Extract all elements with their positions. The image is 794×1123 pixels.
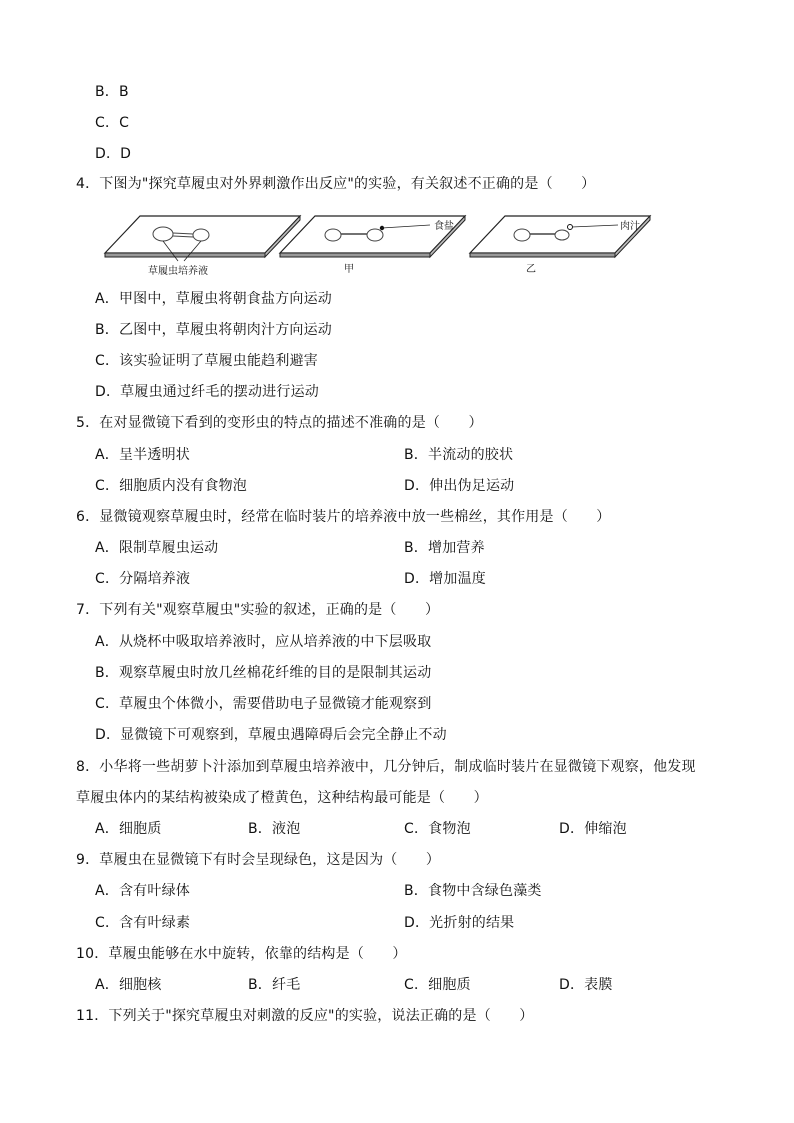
q7-option-c: C．草履虫个体微小，需要借助电子显微镜才能观察到 — [95, 696, 432, 712]
q6-option-b: B．增加营养 — [404, 540, 485, 556]
q7-option-a: A．从烧杯中吸取培养液时，应从培养液的中下层吸取 — [95, 634, 432, 650]
slide-yi — [470, 216, 650, 275]
caption-jia: 甲 — [344, 264, 354, 275]
q8-option-d: D．伸缩泡 — [559, 821, 627, 837]
q8-option-b: B．液泡 — [248, 821, 301, 837]
q9-option-c: C．含有叶绿素 — [95, 915, 191, 931]
q5-option-c: C．细胞质内没有食物泡 — [95, 478, 247, 494]
question-6-stem: 6．显微镜观察草履虫时，经常在临时装片的培养液中放一些棉丝，其作用是（ ） — [76, 509, 611, 525]
slide-jia — [280, 216, 465, 275]
option-b: B．B — [95, 84, 129, 100]
q8-option-c: C．食物泡 — [404, 821, 471, 837]
q10-option-d: D．表膜 — [559, 977, 613, 993]
q4-option-a: A．甲图中，草履虫将朝食盐方向运动 — [95, 291, 332, 307]
q10-option-b: B．纤毛 — [248, 977, 301, 993]
q7-option-d: D．显微镜下可观察到，草履虫遇障碍后会完全静止不动 — [95, 727, 447, 743]
slide-control — [105, 216, 300, 277]
q4-option-d: D．草履虫通过纤毛的摆动进行运动 — [95, 384, 319, 400]
question-8-stem-cont: 草履虫体内的某结构被染成了橙黄色，这种结构最可能是（ ） — [76, 790, 488, 806]
label-culture: 草履虫培养液 — [148, 266, 208, 277]
question-11-stem: 11．下列关于"探究草履虫对刺激的反应"的实验，说法正确的是（ ） — [76, 1008, 534, 1024]
q8-option-a: A．细胞质 — [95, 821, 162, 837]
q7-option-b: B．观察草履虫时放几丝棉花纤维的目的是限制其运动 — [95, 665, 432, 681]
option-d: D．D — [95, 146, 132, 162]
question-10-stem: 10．草履虫能够在水中旋转，依靠的结构是（ ） — [76, 946, 407, 962]
question-7-stem: 7．下列有关"观察草履虫"实验的叙述，正确的是（ ） — [76, 602, 440, 618]
q5-option-d: D．伸出伪足运动 — [404, 478, 515, 494]
label-meat: 肉汁 — [620, 221, 640, 232]
q5-option-b: B．半流动的胶状 — [404, 447, 514, 463]
q9-option-b: B．食物中含绿色藻类 — [404, 883, 542, 899]
question-9-stem: 9．草履虫在显微镜下有时会呈现绿色，这是因为（ ） — [76, 852, 441, 868]
q6-option-d: D．增加温度 — [404, 571, 486, 587]
label-salt: 食盐 — [434, 221, 454, 232]
q4-option-b: B．乙图中，草履虫将朝肉汁方向运动 — [95, 322, 333, 338]
question-4-figure — [100, 208, 660, 283]
q5-option-a: A．呈半透明状 — [95, 447, 190, 463]
q6-option-c: C．分隔培养液 — [95, 571, 191, 587]
q9-option-d: D．光折射的结果 — [404, 915, 515, 931]
q6-option-a: A．限制草履虫运动 — [95, 540, 219, 556]
question-4-stem: 4．下图为"探究草履虫对外界刺激作出反应"的实验，有关叙述不正确的是（ ） — [76, 176, 596, 192]
caption-yi: 乙 — [526, 264, 536, 275]
q9-option-a: A．含有叶绿体 — [95, 883, 190, 899]
question-8-stem: 8．小华将一些胡萝卜汁添加到草履虫培养液中，几分钟后，制成临时装片在显微镜下观察，他发现 — [76, 759, 696, 775]
question-5-stem: 5．在对显微镜下看到的变形虫的特点的描述不准确的是（ ） — [76, 415, 483, 431]
q10-option-c: C．细胞质 — [404, 977, 471, 993]
q10-option-a: A．细胞核 — [95, 977, 162, 993]
option-c: C．C — [95, 115, 130, 131]
q4-option-c: C．该实验证明了草履虫能趋利避害 — [95, 353, 318, 369]
